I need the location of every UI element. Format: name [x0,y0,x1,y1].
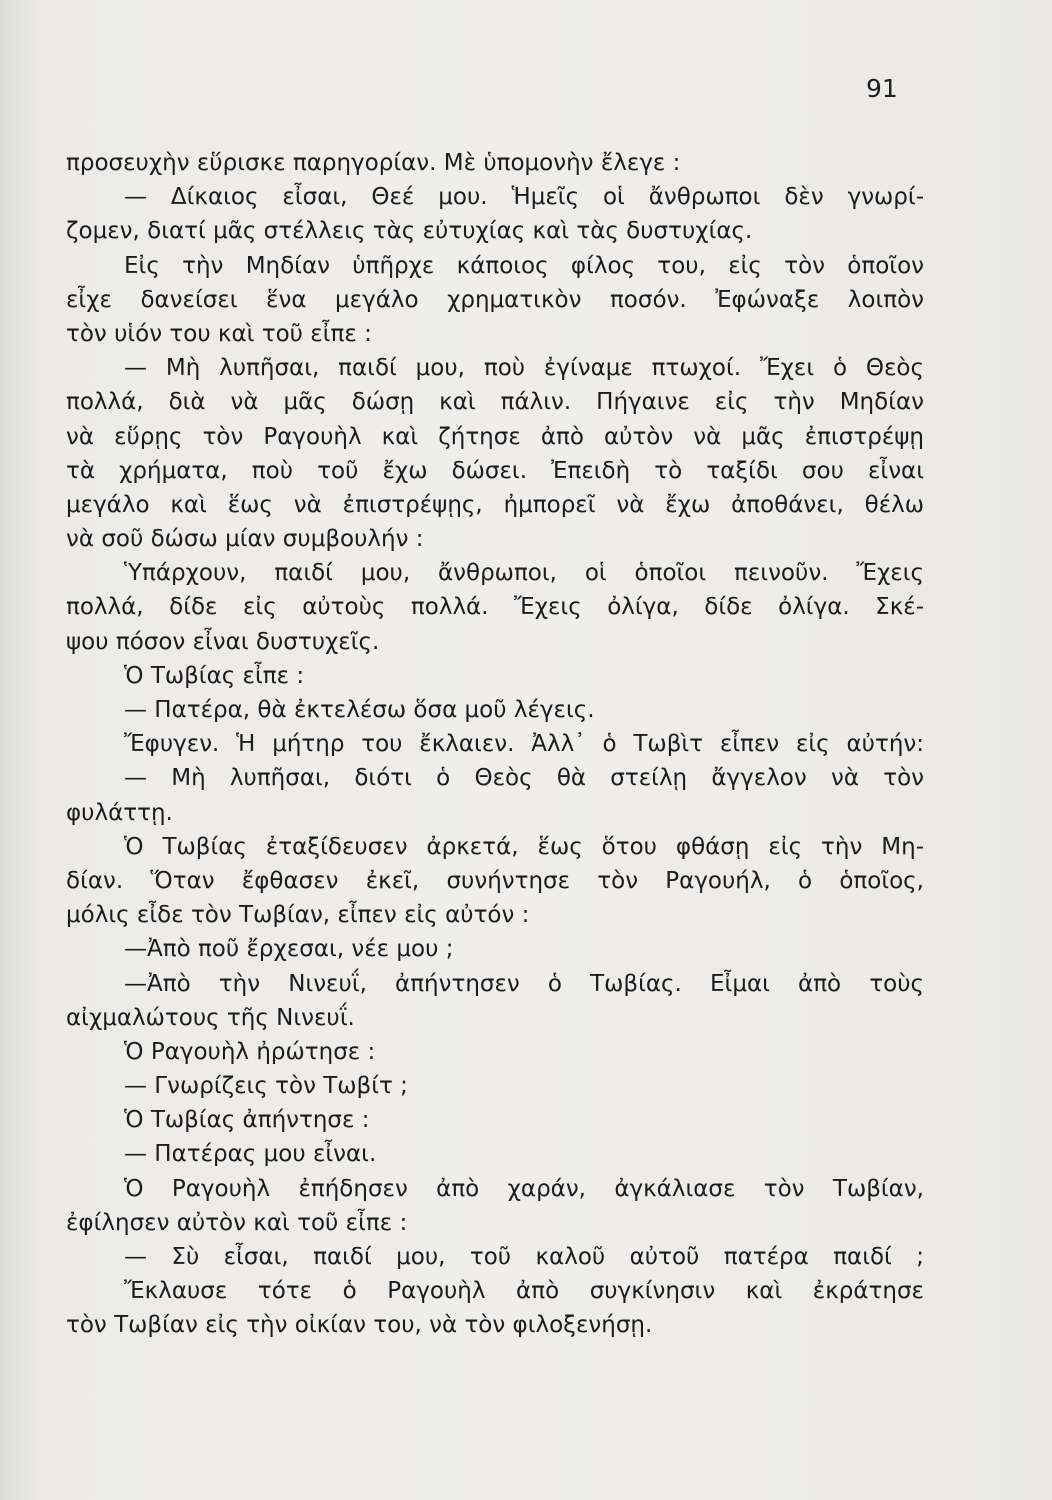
text-line: — Δίκαιος εἶσαι, Θεέ μου. Ἡμεῖς οἱ ἄνθρωποι δὲν γνωρί- [124,184,924,211]
text-line: Ὑπάρχουν, παιδί μου, ἄνθρωποι, οἱ ὁποῖοι πεινοῦν. Ἔχεις [124,560,924,587]
text-line: προσευχὴν εὕρισκε παρηγορίαν. Μὲ ὑπομονὴν ἔλεγε : [66,150,681,176]
text-line: Ὁ Τωβίας ἀπήντησε : [124,1107,370,1134]
text-line: φυλάττῃ. [66,799,173,826]
text-line: τὰ χρήματα, ποὺ τοῦ ἔχω δώσει. Ἐπειδὴ τὸ ταξίδι σου εἶναι [66,457,924,484]
text-line: τὸν υἱόν του καὶ τοῦ εἶπε : [66,320,372,347]
text-line: Ὁ Ραγουὴλ ἐπήδησεν ἀπὸ χαράν, ἀγκάλιασε τὸν Τωβίαν, [124,1175,924,1202]
text-line: Ἔφυγεν. Ἡ μήτηρ του ἔκλαιεν. Ἀλλ᾽ ὁ Τωβὶτ εἶπεν εἰς αὐτήν: [124,731,924,758]
text-line: — Μὴ λυπῆσαι, διότι ὁ Θεὸς θὰ στείλῃ ἄγγελον νὰ τὸν [124,765,924,792]
text-line: —Ἀπὸ ποῦ ἔρχεσαι, νέε μου ; [124,936,454,963]
text-line: πολλά, διὰ νὰ μᾶς δώσῃ καὶ πάλιν. Πήγαινε εἰς τὴν Μηδίαν [66,389,924,416]
text-line: Ὁ Τωβίας εἶπε : [124,662,305,689]
text-line: Ἔκλαυσε τότε ὁ Ραγουὴλ ἀπὸ συγκίνησιν καὶ ἐκράτησε [124,1278,924,1305]
text-line: τὸν Τωβίαν εἰς τὴν οἰκίαν του, νὰ τὸν φιλοξενήσῃ. [66,1312,653,1339]
text-line: ἐφίλησεν αὐτὸν καὶ τοῦ εἶπε : [66,1209,408,1236]
text-line: δίαν. Ὅταν ἔφθασεν ἐκεῖ, συνήντησε τὸν Ραγουήλ, ὁ ὁποῖος, [66,867,924,894]
text-line: αἰχμαλώτους τῆς Νινευΐ. [66,1004,355,1031]
body-text [66,146,924,1343]
text-line: Ὁ Ραγουὴλ ἠρώτησε : [124,1038,376,1065]
text-line: Ὁ Τωβίας ἐταξίδευσεν ἀρκετά, ἕως ὅτου φθάσῃ εἰς τὴν Μη- [124,833,924,860]
text-line: — Γνωρίζεις τὸν Τωβίτ ; [124,1073,408,1100]
text-line: μόλις εἶδε τὸν Τωβίαν, εἶπεν εἰς αὐτόν : [66,902,530,929]
text-line: — Σὺ εἶσαι, παιδί μου, τοῦ καλοῦ αὐτοῦ πατέρα παιδί ; [124,1244,924,1270]
text-line: — Πατέρα, θὰ ἐκτελέσω ὅσα μοῦ λέγεις. [124,697,595,723]
text-line: —Ἀπὸ τὴν Νινευΐ, ἀπήντησεν ὁ Τωβίας. Εἶμαι ἀπὸ τοὺς [124,970,924,997]
text-line: νὰ σοῦ δώσω μίαν συμβουλήν : [66,526,424,553]
text-line: — Μὴ λυπῆσαι, παιδί μου, ποὺ ἐγίναμε πτωχοί. Ἔχει ὁ Θεὸς [124,355,924,382]
text-line: — Πατέρας μου εἶναι. [124,1141,377,1168]
text-line: μεγάλο καὶ ἕως νὰ ἐπιστρέψῃς, ἠμπορεῖ νὰ ἔχω ἀποθάνει, θέλω [66,491,924,518]
text-line: πολλά, δίδε εἰς αὐτοὺς πολλά. Ἔχεις ὀλίγα, δίδε ὀλίγα. Σκέ- [66,594,924,621]
text-line: εἶχε δανείσει ἕνα μεγάλο χρηματικὸν ποσόν. Ἐφώναξε λοιπὸν [66,286,924,313]
text-line: ψου πόσον εἶναι δυστυχεῖς. [66,628,380,655]
text-line: νὰ εὕρῃς τὸν Ραγουὴλ καὶ ζήτησε ἀπὸ αὐτὸν νὰ μᾶς ἐπιστρέψῃ [66,423,924,450]
text-line: ζομεν, διατί μᾶς στέλλεις τὰς εὐτυχίας καὶ τὰς δυστυχίας. [66,218,753,245]
page-number: 91 [866,74,898,103]
text-line: Εἰς τὴν Μηδίαν ὑπῆρχε κάποιος φίλος του, εἰς τὸν ὁποῖον [124,252,924,279]
